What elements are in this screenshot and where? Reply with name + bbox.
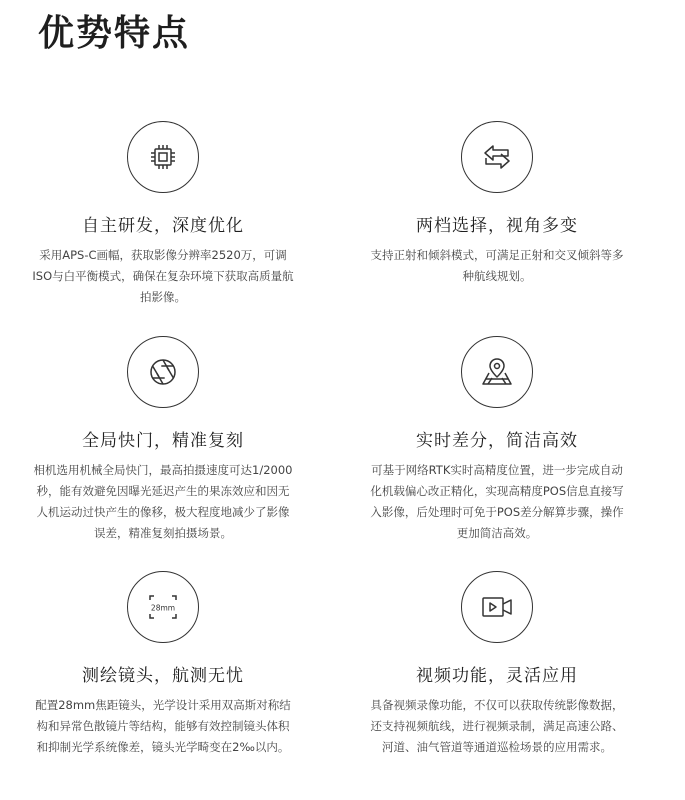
- feature-card-chip: [28, 121, 298, 308]
- feature-description: 具备视频录像功能，不仅可以获取传统影像数据，还支持视频航线，进行视频录制，满足高速公路、河道、油气管道等通道巡检场景的应用需求。: [370, 698, 624, 754]
- feature-title: 视频功能，灵活应用: [416, 666, 578, 686]
- map-pin-icon: [461, 336, 533, 408]
- lens-label: 28mm: [150, 603, 176, 613]
- feature-description: 支持正射和倾斜模式，可满足正射和交叉倾斜等多种航线规划。: [370, 248, 624, 283]
- feature-title: 测绘镜头，航测无忧: [82, 666, 244, 686]
- lens-28mm-icon: [127, 571, 199, 643]
- swap-arrows-icon: [461, 121, 533, 193]
- feature-card-rtk: [362, 336, 632, 544]
- page-title: 优势特点: [38, 13, 191, 54]
- feature-description: 配置28mm焦距镜头，光学设计采用双高斯对称结构和异常色散镜片等结构，能够有效控制镜头体积和抑制光学系统像差，镜头光学畸变在2‰以内。: [35, 698, 291, 754]
- feature-card-lens: [28, 571, 298, 758]
- feature-card-swap: [362, 121, 632, 287]
- feature-title: 实时差分，简洁高效: [416, 431, 578, 451]
- feature-description: 可基于网络RTK实时高精度位置，进一步完成自动化机载偏心改正精化，实现高精度POS信息直接写入影像，后处理时可免于POS差分解算步骤，操作更加简洁高效。: [370, 463, 624, 540]
- video-camera-icon: [461, 571, 533, 643]
- feature-description: 相机选用机械全局快门，最高拍摄速度可达1/2000秒，能有效避免因曝光延迟产生的果冻效应和因无人机运动过快产生的像移，极大程度地减少了影像误差，精准复刻拍摄场景。: [33, 463, 293, 540]
- feature-card-shutter: [28, 336, 298, 544]
- feature-title: 全局快门，精准复刻: [82, 431, 244, 451]
- feature-description: 采用APS-C画幅，获取影像分辨率2520万，可调ISO与白平衡模式，确保在复杂环境下获取高质量航拍影像。: [32, 248, 294, 304]
- chip-icon: [127, 121, 199, 193]
- feature-card-video: [362, 571, 632, 758]
- feature-title: 自主研发，深度优化: [82, 216, 244, 236]
- aperture-shutter-icon: [127, 336, 199, 408]
- feature-title: 两档选择，视角多变: [416, 216, 578, 236]
